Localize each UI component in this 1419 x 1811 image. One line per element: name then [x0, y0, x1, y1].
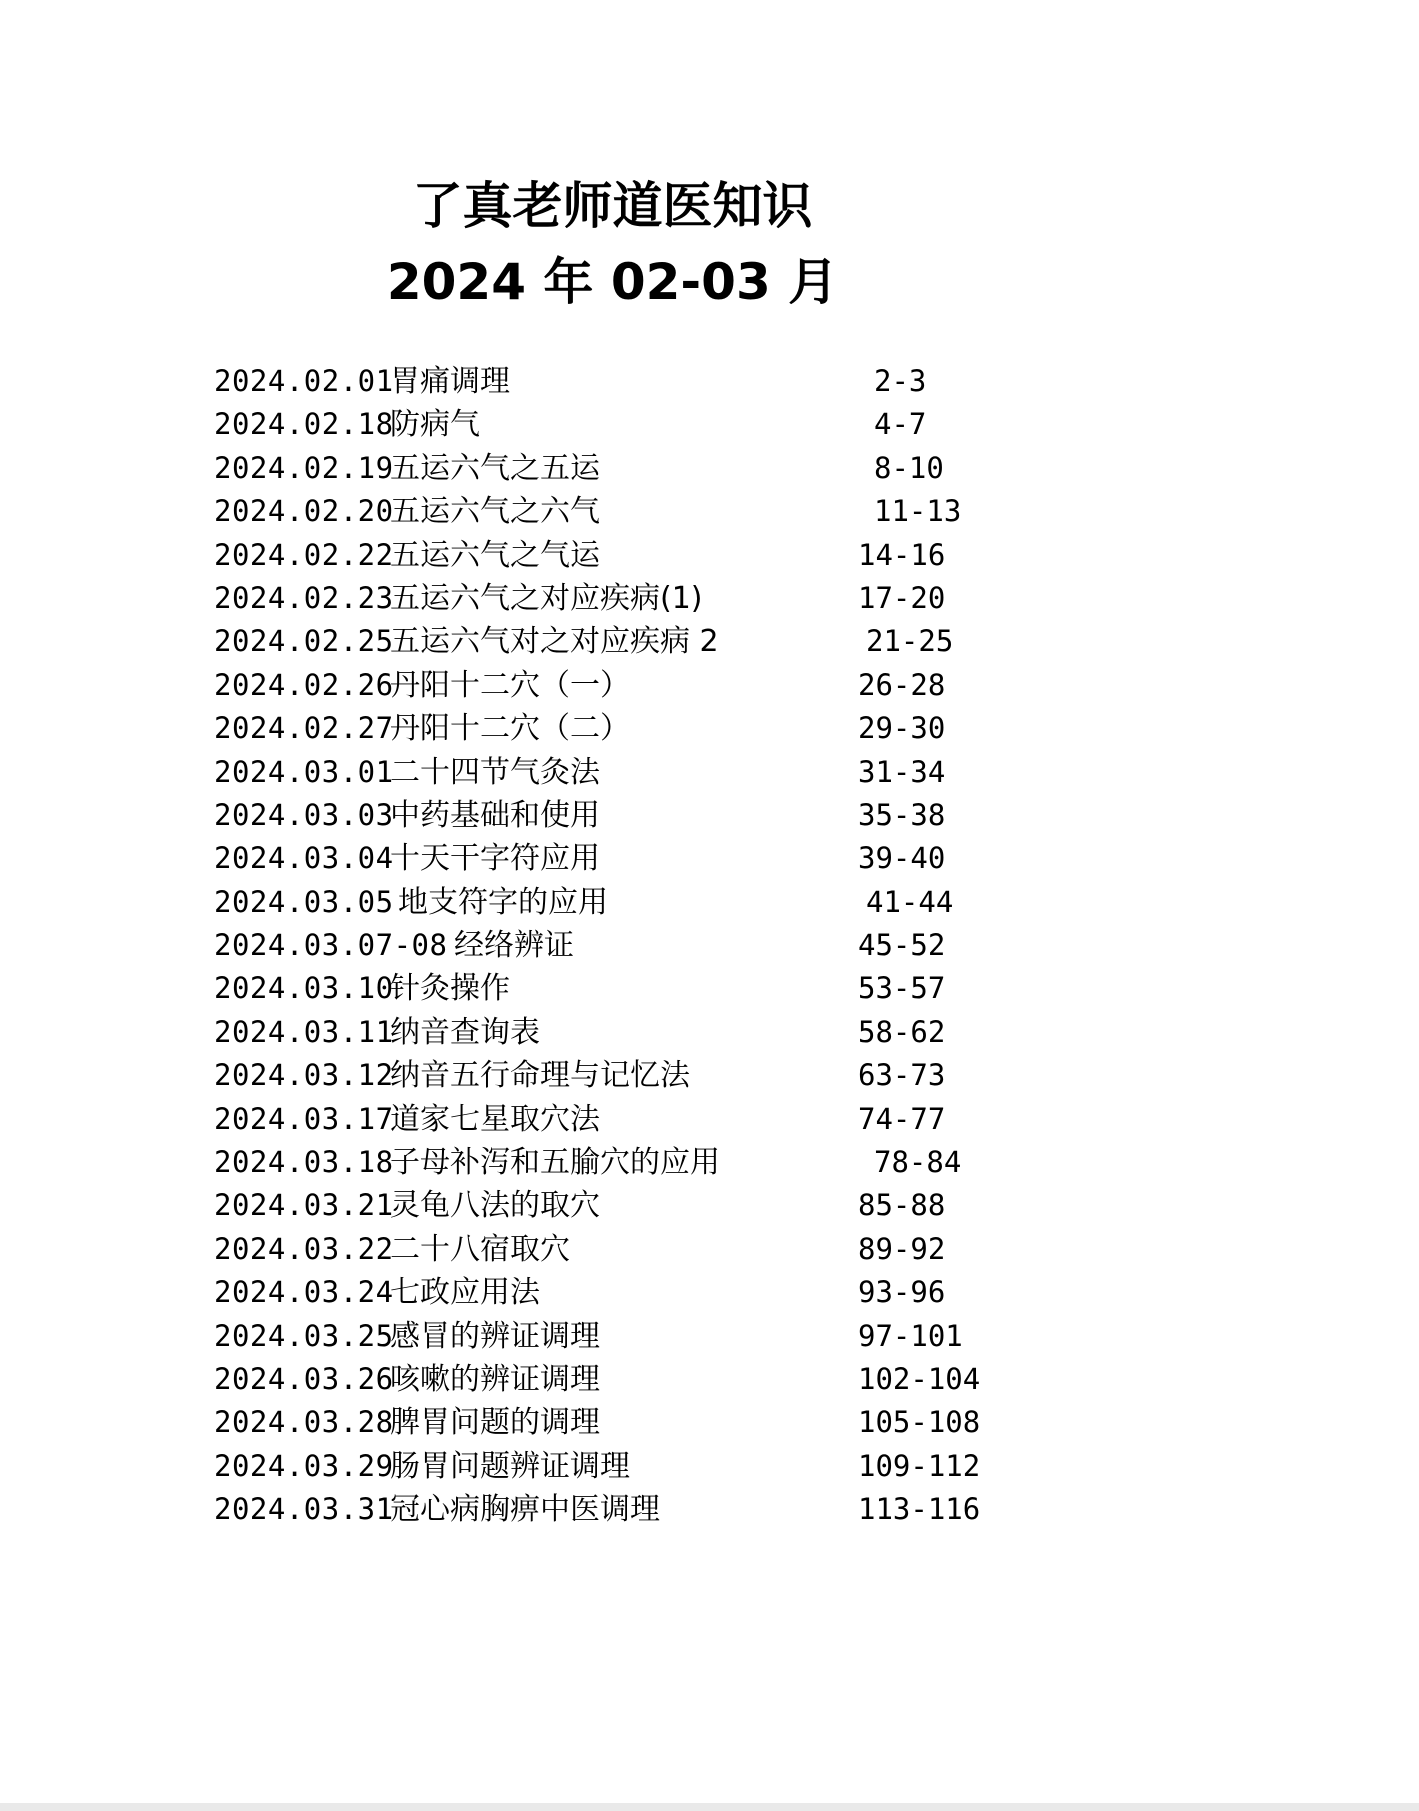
toc-row — [214, 794, 1014, 837]
toc-date: 2024.03.31 — [214, 1492, 394, 1527]
toc-topic: 五运六气对之对应疾病 2 — [390, 624, 719, 660]
toc-topic: 七政应用法 — [390, 1275, 540, 1311]
toc-pages: 4-7 — [874, 407, 927, 442]
toc-row — [214, 707, 1014, 750]
toc-row — [214, 490, 1014, 533]
toc-date: 2024.03.10 — [214, 971, 394, 1006]
toc-row — [214, 360, 1014, 403]
toc-date: 2024.03.11 — [214, 1014, 394, 1049]
toc-topic: 防病气 — [390, 407, 480, 443]
toc-date: 2024.03.03 — [214, 797, 394, 832]
toc-row — [214, 1315, 1014, 1358]
toc-date: 2024.02.01 — [214, 364, 394, 398]
toc-row — [214, 1358, 1014, 1401]
toc-date: 2024.03.26 — [214, 1361, 394, 1396]
toc-pages: 89-92 — [858, 1231, 946, 1266]
toc-topic: 冠心病胸痹中医调理 — [390, 1492, 660, 1528]
toc-topic: 丹阳十二穴（一） — [390, 667, 630, 703]
toc-pages: 45-52 — [858, 928, 946, 963]
toc-pages: 58-62 — [858, 1014, 946, 1049]
toc-pages: 2-3 — [874, 364, 927, 398]
toc-row — [214, 1401, 1014, 1444]
toc-pages: 109-112 — [858, 1448, 981, 1483]
toc-topic: 五运六气之六气 — [390, 494, 600, 530]
toc-row — [214, 1445, 1014, 1488]
toc-topic: 针灸操作 — [390, 971, 510, 1007]
toc-row — [214, 447, 1014, 490]
toc-date: 2024.03.24 — [214, 1275, 394, 1310]
toc-pages: 26-28 — [858, 667, 946, 702]
toc-date: 2024.02.20 — [214, 494, 394, 529]
toc-row — [214, 664, 1014, 707]
toc-row — [214, 881, 1014, 924]
toc-row — [214, 1228, 1014, 1271]
toc-pages: 17-20 — [858, 580, 946, 615]
toc-date: 2024.03.29 — [214, 1448, 394, 1483]
toc-row — [214, 1054, 1014, 1097]
toc-topic: 纳音查询表 — [390, 1014, 540, 1050]
toc-topic: 胃痛调理 — [390, 364, 510, 399]
toc-pages: 14-16 — [858, 537, 946, 572]
toc-date: 2024.03.01 — [214, 754, 394, 789]
toc-pages: 102-104 — [858, 1361, 981, 1396]
toc-pages: 41-44 — [866, 884, 954, 919]
toc-row — [214, 1011, 1014, 1054]
document-title: 了真老师道医知识 — [412, 177, 813, 235]
toc-row — [214, 967, 1014, 1010]
toc-pages: 97-101 — [858, 1318, 963, 1353]
toc-pages: 105-108 — [858, 1405, 981, 1440]
toc-row — [214, 751, 1014, 794]
toc-row — [214, 577, 1014, 620]
toc-date: 2024.03.28 — [214, 1405, 394, 1440]
toc-row — [214, 403, 1014, 446]
toc-date: 2024.03.17 — [214, 1101, 394, 1136]
toc-topic: 经络辨证 — [454, 928, 574, 964]
toc-topic: 纳音五行命理与记忆法 — [390, 1058, 690, 1094]
toc-topic: 五运六气之对应疾病(1) — [390, 580, 703, 616]
toc-date: 2024.02.25 — [214, 624, 394, 659]
toc-row — [214, 620, 1014, 663]
toc-pages: 31-34 — [858, 754, 946, 789]
toc-topic: 灵龟八法的取穴 — [390, 1188, 600, 1224]
toc-date: 2024.02.19 — [214, 450, 394, 485]
toc-pages: 8-10 — [874, 450, 944, 485]
toc-pages: 29-30 — [858, 711, 946, 746]
toc-pages: 53-57 — [858, 971, 946, 1006]
toc-topic: 二十八宿取穴 — [390, 1231, 570, 1267]
toc-pages: 78-84 — [874, 1145, 962, 1180]
toc-topic: 二十四节气灸法 — [390, 754, 600, 790]
toc-topic: 子母补泻和五腧穴的应用 — [390, 1145, 720, 1181]
toc-date: 2024.03.12 — [214, 1058, 394, 1093]
toc-row — [214, 1488, 1014, 1531]
toc-date: 2024.02.18 — [214, 407, 394, 442]
toc-date: 2024.03.22 — [214, 1231, 394, 1266]
toc-topic: 五运六气之五运 — [390, 450, 600, 486]
toc-topic: 五运六气之气运 — [390, 537, 600, 573]
table-of-contents — [214, 360, 1014, 1532]
page-bottom-edge — [0, 1803, 1419, 1811]
toc-date: 2024.02.26 — [214, 667, 394, 702]
toc-topic: 道家七星取穴法 — [390, 1101, 600, 1137]
toc-topic: 脾胃问题的调理 — [390, 1405, 600, 1441]
toc-date: 2024.03.04 — [214, 841, 394, 876]
toc-topic: 十天干字符应用 — [390, 841, 600, 877]
document-subtitle-date-range: 2024 年 02-03 月 — [386, 253, 839, 311]
toc-row — [214, 1098, 1014, 1141]
toc-topic: 感冒的辨证调理 — [390, 1318, 600, 1354]
toc-date: 2024.03.18 — [214, 1145, 394, 1180]
toc-date: 2024.02.22 — [214, 537, 394, 572]
toc-date: 2024.02.23 — [214, 580, 394, 615]
toc-topic: 丹阳十二穴（二） — [390, 711, 630, 747]
toc-row — [214, 1271, 1014, 1314]
toc-pages: 93-96 — [858, 1275, 946, 1310]
toc-pages: 63-73 — [858, 1058, 946, 1093]
toc-topic: 地支符字的应用 — [398, 884, 608, 920]
toc-pages: 39-40 — [858, 841, 946, 876]
toc-pages: 11-13 — [874, 494, 962, 529]
toc-topic: 中药基础和使用 — [390, 797, 600, 833]
toc-pages: 113-116 — [858, 1492, 981, 1527]
toc-row — [214, 837, 1014, 880]
toc-row — [214, 1141, 1014, 1184]
toc-row — [214, 1184, 1014, 1227]
toc-topic: 肠胃问题辨证调理 — [390, 1448, 630, 1484]
toc-topic: 咳嗽的辨证调理 — [390, 1361, 600, 1397]
toc-row — [214, 534, 1014, 577]
toc-date: 2024.03.07-08 — [214, 928, 448, 963]
toc-pages: 35-38 — [858, 797, 946, 832]
toc-date: 2024.03.21 — [214, 1188, 394, 1223]
toc-date: 2024.03.25 — [214, 1318, 394, 1353]
toc-pages: 21-25 — [866, 624, 954, 659]
toc-date: 2024.03.05 — [214, 884, 394, 919]
toc-pages: 85-88 — [858, 1188, 946, 1223]
toc-date: 2024.02.27 — [214, 711, 394, 746]
toc-pages: 74-77 — [858, 1101, 946, 1136]
toc-row — [214, 924, 1014, 967]
